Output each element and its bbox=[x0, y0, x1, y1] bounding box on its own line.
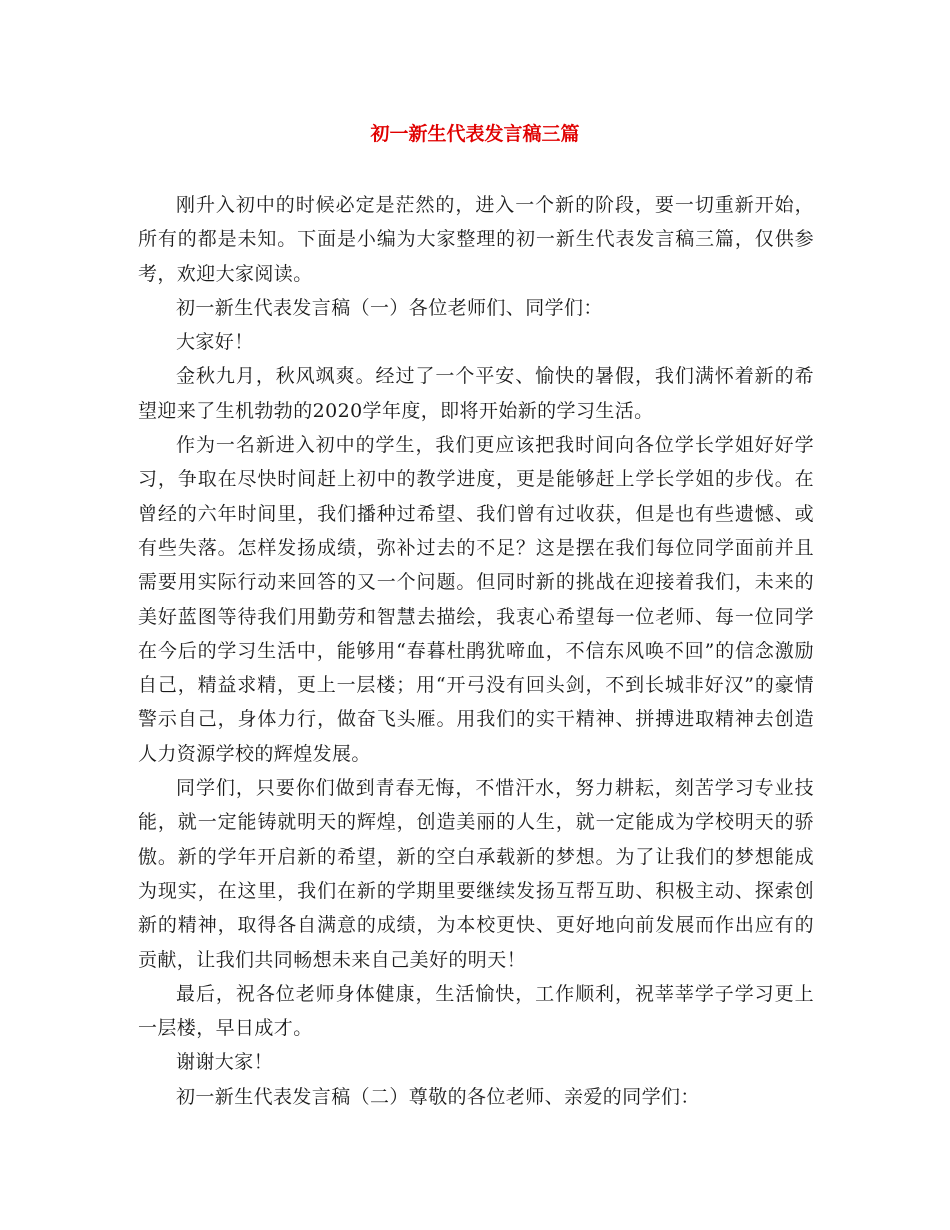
paragraph-intro: 刚升入初中的时候必定是茫然的，进入一个新的阶段，要一切重新开始，所有的都是未知。下面是小编为大家整理的初一新生代表发言稿三篇，仅供参考，欢迎大家阅读。 bbox=[138, 194, 814, 285]
paragraph-speech-two-heading: 初一新生代表发言稿（二）尊敬的各位老师、亲爱的同学们： bbox=[176, 1085, 700, 1108]
document-title: 初一新生代表发言稿三篇 bbox=[370, 123, 580, 145]
document-body bbox=[138, 188, 814, 1114]
paragraph-speech-one-heading: 初一新生代表发言稿（一）各位老师们、同学们： bbox=[176, 296, 603, 319]
paragraph-autumn: 金秋九月，秋风飒爽。经过了一个平安、愉快的暑假，我们满怀着新的希望迎来了生机勃勃的2020学年度，即将开始新的学习生活。 bbox=[138, 365, 814, 422]
paragraph-classmates: 同学们，只要你们做到青春无悔，不惜汗水，努力耕耘，刻苦学习专业技能，就一定能铸就明天的辉煌，创造美丽的人生，就一定能成为学校明天的骄傲。新的学年开启新的希望，新的空白承载新的梦想。为了让我们的梦想能成为现实，在这里，我们在新的学期里要继续发扬互帮互助、积极主动、探索创新的精神，取得各自满意的成绩，为本校更快、更好地向前发展而作出应有的贡献，让我们共同畅想未来自己美好的明天！ bbox=[138, 777, 814, 971]
paragraph-new-student: 作为一名新进入初中的学生，我们更应该把我时间向各位学长学姐好好学习，争取在尽快时间赶上初中的教学进度，更是能够赶上学长学姐的步伐。在曾经的六年时间里，我们播种过希望、我们曾有过收获，但是也有些遗憾、或有些失落。怎样发扬成绩，弥补过去的不足？这是摆在我们每位同学面前并且需要用实际行动来回答的又一个问题。但同时新的挑战在迎接着我们，未来的美好蓝图等待我们用勤劳和智慧去描绘，我衷心希望每一位老师、每一位同学在今后的学习生活中，能够用“春暮杜鹃犹啼血，不信东风唤不回”的信念激励自己，精益求精，更上一层楼；用“开弓没有回头剑，不到长城非好汉”的豪情警示自己，身体力行，做奋飞头雁。用我们的实干精神、拼搏进取精神去创造人力资源学校的辉煌发展。 bbox=[138, 434, 814, 765]
paragraph-closing-wishes: 最后，祝各位老师身体健康，生活愉快，工作顺利，祝莘莘学子学习更上一层楼，早日成才。 bbox=[138, 982, 814, 1040]
paragraph-thanks: 谢谢大家！ bbox=[176, 1051, 274, 1074]
paragraph-greeting: 大家好！ bbox=[176, 331, 254, 354]
